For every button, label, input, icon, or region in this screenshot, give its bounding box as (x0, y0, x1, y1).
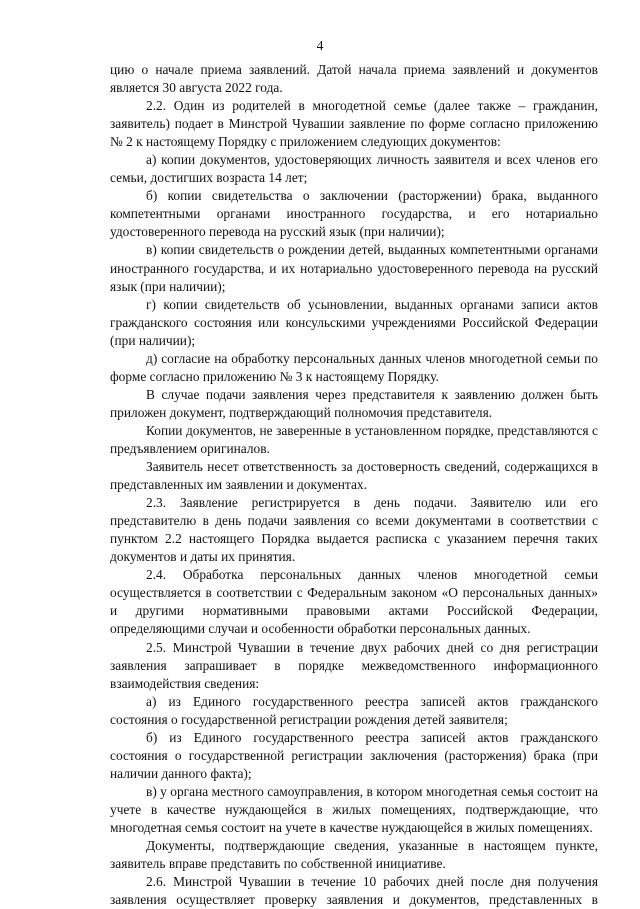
paragraph-2-2: 2.2. Один из родителей в многодетной семье (далее также – гражданин, заявитель) подает в Минстрой Чувашии заявление по форме согласно приложению № 2 к настоящему Порядку с приложением следующих документов: (110, 98, 598, 150)
paragraph-responsibility: Заявитель несет ответственность за достоверность сведений, содержащихся в представленных им заявлении и документах. (110, 459, 598, 493)
list-item-v-birth-certificates: в) копии свидетельств о рождении детей, выданных компетентными органами иностранного государства, и их нотариально удостоверенного перевода на русский язык (при наличии); (110, 242, 598, 294)
list-item-a-identity-documents: а) копии документов, удостоверяющих личность заявителя и всех членов его семьи, достигших возраста 14 лет; (110, 152, 598, 186)
page-number: 4 (316, 38, 324, 53)
list-item-b-marriage-certificate: б) копии свидетельства о заключении (расторжении) брака, выданного компетентными органами иностранного государства, и его нотариально удостоверенного перевода на русский язык (при наличии); (110, 188, 598, 240)
list-item-d-data-consent: д) согласие на обработку персональных данных членов многодетной семьи по форме согласно приложению № 3 к настоящему Порядку. (110, 350, 598, 384)
list-item-a-birth-registry: а) из Единого государственного реестра записей актов гражданского состояния о государственной регистрации рождения детей заявителя; (110, 693, 598, 727)
list-item-g-adoption-certificates: г) копии свидетельств об усыновлении, выданных органами записи актов гражданского состояния или консульскими учреждениями Российской Федерации (при наличии); (110, 296, 598, 348)
paragraph-2-4: 2.4. Обработка персональных данных членов многодетной семьи осуществляется в соответствии с Федеральным законом «О персональных данных» и другими нормативными правовыми актами Российской Федерации, определяющими случаи и особенности обработки персональных данных. (110, 567, 598, 637)
list-item-b-marriage-registry: б) из Единого государственного реестра записей актов гражданского состояния о государственной регистрации заключения (расторжения) брака (при наличии данного факта); (110, 729, 598, 781)
list-item-v-local-government: в) у органа местного самоуправления, в котором многодетная семья состоит на учете в качестве нуждающейся в жилых помещениях, подтверждающие, что многодетная семья состоит на учете в качестве нуждающейся в жилых помещениях. (110, 783, 598, 835)
paragraph-2-5: 2.5. Минстрой Чувашии в течение двух рабочих дней со дня регистрации заявления запрашивает в порядке межведомственного информационного взаимодействия сведения: (110, 639, 598, 691)
paragraph-continuation: цию о начале приема заявлений. Датой начала приема заявлений и документов является 30 августа 2022 года. (110, 62, 598, 96)
document-body (110, 61, 598, 909)
paragraph-representative: В случае подачи заявления через представителя к заявлению должен быть приложен документ, подтверждающий полномочия представителя. (110, 386, 598, 420)
paragraph-2-6: 2.6. Минстрой Чувашии в течение 10 рабочих дней после дня получения заявления осуществляет проверку заявления и документов, представленных в (110, 874, 598, 908)
paragraph-copies: Копии документов, не заверенные в установленном порядке, представляются с предъявлением оригиналов. (110, 422, 598, 456)
paragraph-2-3: 2.3. Заявление регистрируется в день подачи. Заявителю или его представителю в день подачи заявления со всеми документами в соответствии с пунктом 2.2 настоящего Порядка выдается расписка с указанием перечня таких документов и даты их принятия. (110, 495, 598, 565)
paragraph-own-initiative: Документы, подтверждающие сведения, указанные в настоящем пункте, заявитель вправе представить по собственной инициативе. (110, 838, 598, 872)
